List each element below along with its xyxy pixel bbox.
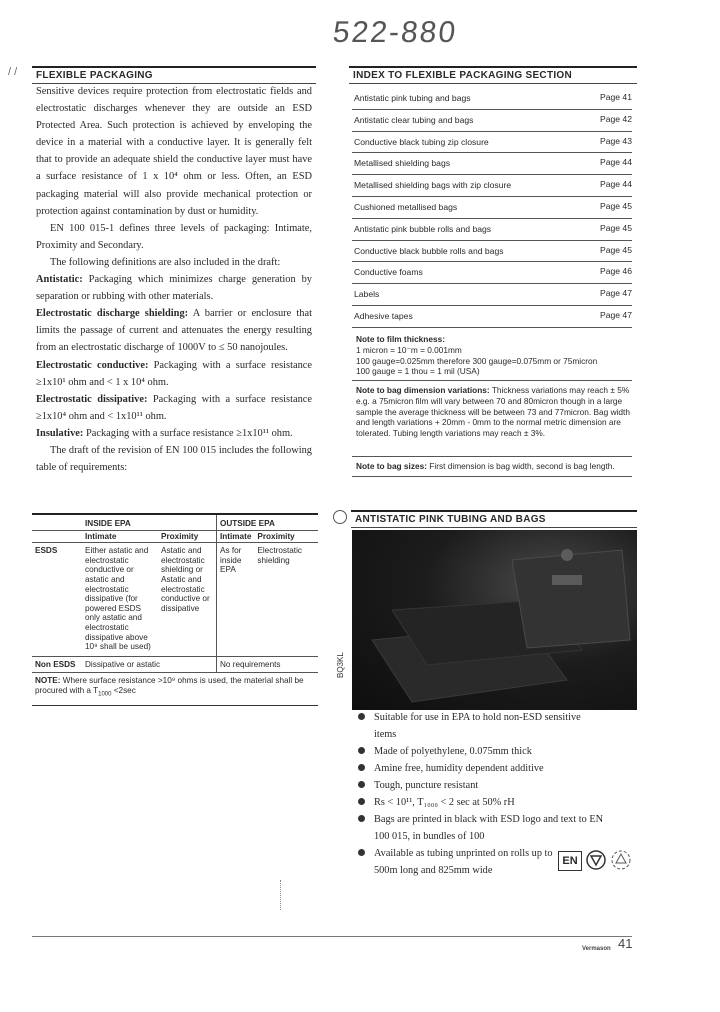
table-note: NOTE: Where surface resistance >10⁹ ohms is used, the material shall be procured with a $T_{1000} <2\sec$ xyxy=(35,676,304,698)
row-label-esds: ESDS xyxy=(35,546,58,556)
circle-icon xyxy=(333,510,347,524)
recycle-icon xyxy=(610,849,632,871)
divider xyxy=(352,456,632,457)
index-row[interactable]: Adhesive tapes Page 47 xyxy=(352,305,632,328)
brand-name: Vermason xyxy=(582,946,611,952)
left-body xyxy=(36,83,312,476)
product-photo xyxy=(352,530,637,710)
index-row[interactable]: Labels Page 47 xyxy=(352,283,632,306)
feature-item: Tough, puncture resistant xyxy=(354,777,604,794)
feature-item: Available as tubing unprinted on rolls up to 500m long and 825mm wide xyxy=(354,845,564,879)
cell-esds-outside-proximity: Electrostatic shielding xyxy=(257,546,302,565)
photo-bags-illustration xyxy=(352,530,637,710)
feature-item: Amine free, humidity dependent additive xyxy=(354,760,604,777)
intro-paragraph: Sensitive devices require protection from electrostatic fields and electrostatic discharges whenever they are outside an ESD Protected Area. Such protection is achieved by enveloping the device in a material with a conductive layer. It is generally felt that to provide an adequate shield the conductive layer must have a surface resistance of 1 x 10⁴ ohm or less. Often, an ESD packaging material will also provide mechanical protection or protection against contamination by dust or humidity. xyxy=(36,86,312,217)
feature-item: Rs < 10¹¹, T₁₀₀₀ < 2 sec at 50% rH xyxy=(354,794,604,811)
cell-esds-outside-intimate: As for inside EPA xyxy=(217,543,255,657)
header-outside-epa: OUTSIDE EPA xyxy=(217,515,319,530)
definition-insulative: Insulative: Packaging with a surface resistance ≥1x10¹¹ ohm. xyxy=(36,427,293,439)
note-bag-dimension: Note to bag dimension variations: Thickness variations may reach ± 5% e.g. a 75micron film will vary between 70 and 80micron though in a large sample the average thickness will be between 73 and 77micron. Bag width and length variations + 20mm - 0mm to the normal metric dimension are tolerated. Tubing length variations may reach ± 3%. xyxy=(356,385,630,439)
cell-esds-proximity: Astatic and electrostatic shielding or Astatic and electrostatic conductive or dissipative xyxy=(161,546,210,613)
header-intimate-inside: Intimate xyxy=(85,531,117,541)
definition-dissipative: Electrostatic dissipative: Packaging with a surface resistance ≥1x10⁴ ohm and < 1x10¹¹ ohm. xyxy=(36,393,312,422)
index-row[interactable]: Conductive foams Page 46 xyxy=(352,261,632,284)
cell-esds-intimate: Either astatic and electrostatic conductive or astatic and electrostatic dissipative (for powered ESDS only astatic and electrostatic dissipative above 10⁹ shall be used) xyxy=(85,546,151,652)
esd-hand-logo-icon xyxy=(586,850,606,870)
en-paragraph: EN 100 015-1 defines three levels of packaging: Intimate, Proximity and Secondary. xyxy=(36,222,312,251)
index-row[interactable]: Metallised shielding bags Page 44 xyxy=(352,152,632,175)
section-title-pink-tubing: ANTISTATIC PINK TUBING AND BAGS xyxy=(351,510,637,528)
fold-mark xyxy=(280,880,283,910)
definition-esd-shielding: Electrostatic discharge shielding: A barrier or enclosure that limits the passage of current and attenuates the energy resulting from an electrostatic discharge of 1000V to ≤ 50 nanojoules. xyxy=(36,308,312,354)
note-bag-sizes: Note to bag sizes: First dimension is bag width, second is bag length. xyxy=(356,461,615,471)
index-row[interactable]: Cushioned metallised bags Page 45 xyxy=(352,196,632,219)
index-list xyxy=(352,87,632,329)
footer-rule xyxy=(32,936,632,937)
page-number: 41 xyxy=(618,936,633,951)
header-inside-epa: INSIDE EPA xyxy=(85,519,131,528)
index-row[interactable]: Conductive black bubble rolls and bags Page 45 xyxy=(352,240,632,263)
index-row[interactable]: Antistatic clear tubing and bags Page 42 xyxy=(352,109,632,132)
definition-conductive: Electrostatic conductive: Packaging with a surface resistance ≥1x10¹ ohm and < 1 x 10⁴ ohm. xyxy=(36,359,312,388)
header-proximity-outside: Proximity xyxy=(257,531,295,541)
definition-antistatic: Antistatic: Packaging which minimizes charge generation by separation or rubbing with other materials. xyxy=(36,274,312,303)
note-film-thickness: Note to film thickness: 1 micron = 10⁻m = 0.001mm 100 gauge=0.025mm therefore 300 gauge=0.075mm or 75micron 100 gauge = 1 thou = 1 mil (USA) xyxy=(356,334,598,377)
index-row[interactable]: Metallised shielding bags with zip closure Page 44 xyxy=(352,174,632,197)
feature-item: Bags are printed in black with ESD logo and text to EN 100 015, in bundles of 100 xyxy=(354,811,604,845)
definitions-intro: The following definitions are also included in the draft: xyxy=(50,256,281,268)
cell-non-esds-outside: No requirements xyxy=(217,656,319,673)
divider xyxy=(352,380,632,381)
requirements-table xyxy=(32,513,318,706)
feature-item: Suitable for use in EPA to hold non-ESD sensitive items xyxy=(354,709,604,743)
row-label-non-esds: Non ESDS xyxy=(35,659,76,669)
index-row[interactable]: Antistatic pink tubing and bags Page 41 xyxy=(352,87,632,110)
feature-item: Made of polyethylene, 0.075mm thick xyxy=(354,743,604,760)
header-intimate-outside: Intimate xyxy=(217,530,255,543)
section-title-index: INDEX TO FLEXIBLE PACKAGING SECTION xyxy=(349,66,637,84)
draft-paragraph: The draft of the revision of EN 100 015 includes the following table of requirements: xyxy=(36,444,312,474)
index-row[interactable]: Conductive black tubing zip closure Page 43 xyxy=(352,131,632,154)
section-title-flexible-packaging: FLEXIBLE PACKAGING xyxy=(32,66,316,84)
margin-mark: / / xyxy=(8,66,18,78)
header-proximity-inside: Proximity xyxy=(161,531,199,541)
photo-code: BQ3KL xyxy=(336,652,345,678)
index-row[interactable]: Antistatic pink bubble rolls and bags Page 45 xyxy=(352,218,632,241)
divider xyxy=(352,476,632,477)
cell-non-esds-inside: Dissipative or astatic xyxy=(85,659,161,669)
en-logo: EN xyxy=(558,851,582,871)
handwritten-number: 522-880 xyxy=(331,16,459,49)
